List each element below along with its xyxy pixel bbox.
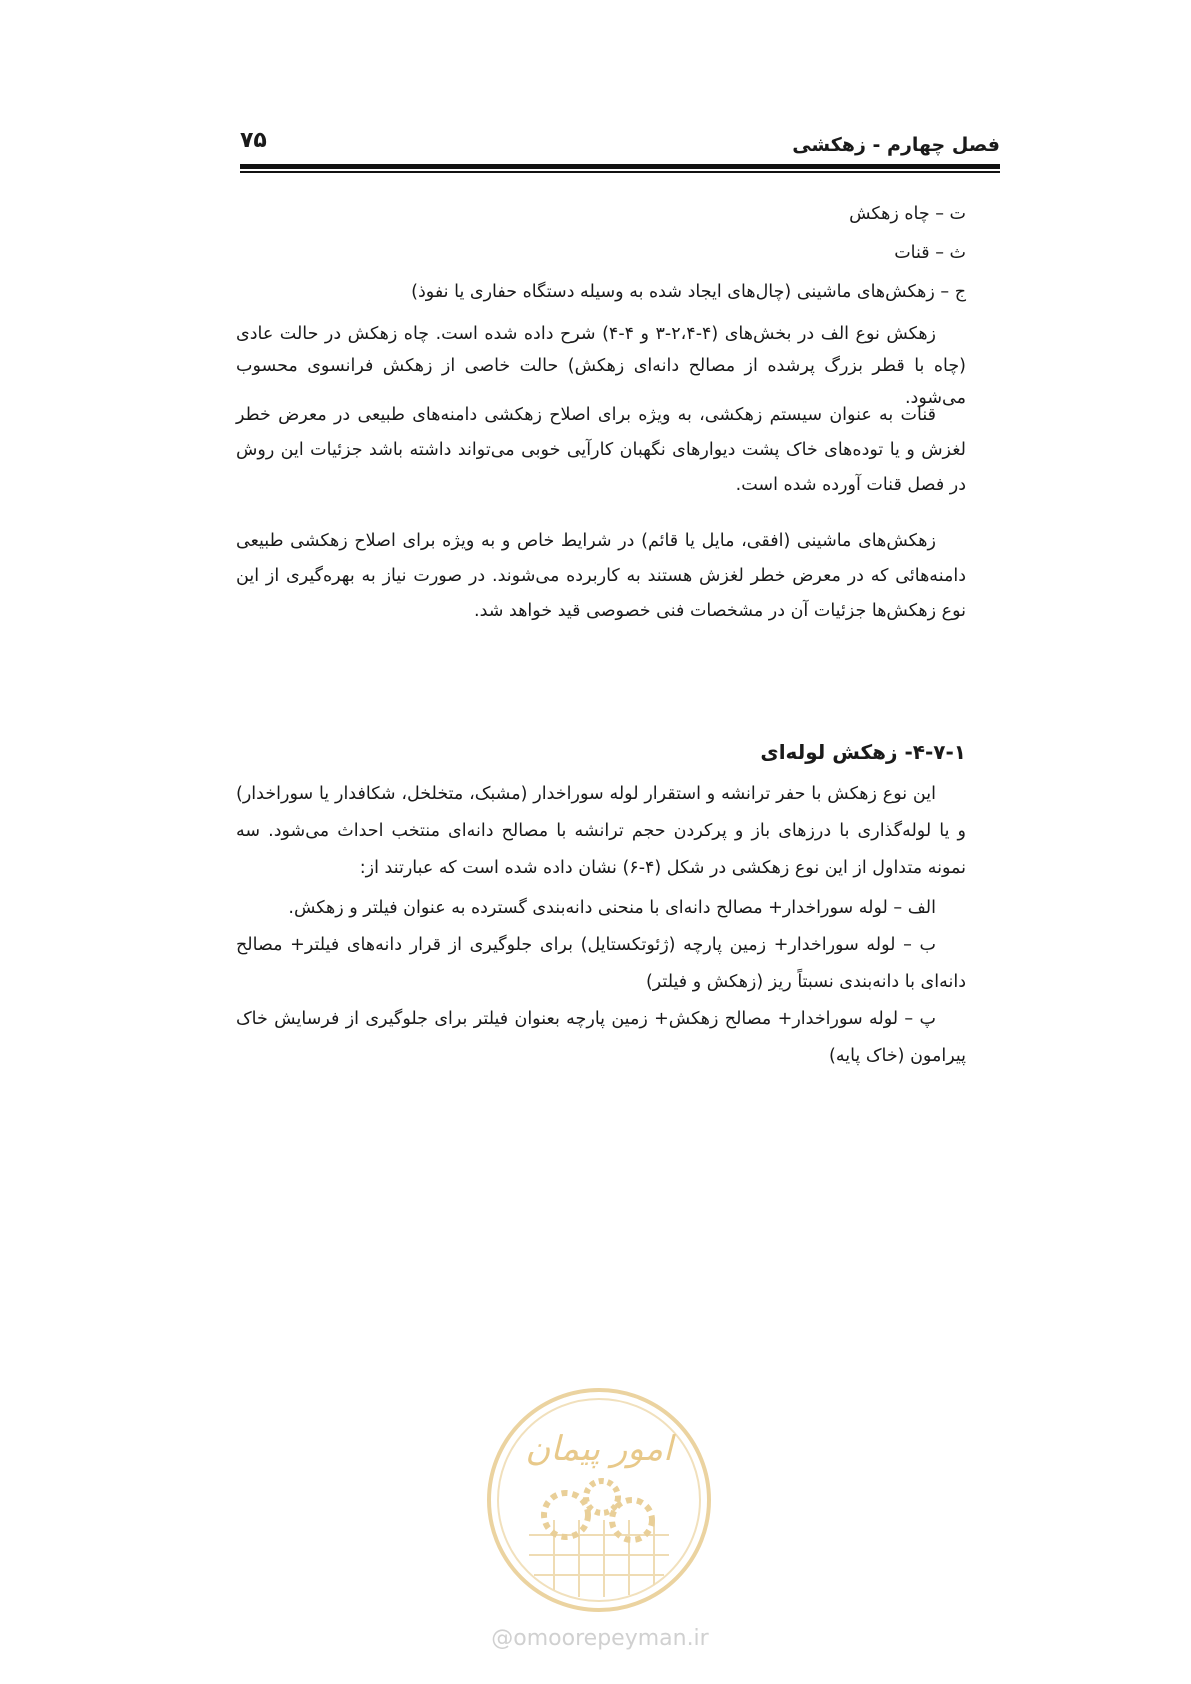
list-item-th: ث – قنات	[894, 243, 966, 263]
page-header	[240, 128, 1000, 164]
paragraph-text: قنات به عنوان سیستم زهکشی، به ویژه برای اصلاح زهکشی دامنه‌های طبیعی در معرض خطر لغزش و یا توده‌های خاک پشت دیوارهای نگهبان کارآیی خوبی می‌تواند داشته باشد جزئیات این روش در فصل قنات آورده شده است.	[236, 405, 966, 495]
watermark-logo	[484, 1385, 714, 1615]
header-rule-thick	[240, 164, 1000, 169]
list-item-be: ب – لوله سوراخدار+ زمین پارچه (ژئوتکستایل) برای جلوگیری از قرار دانه‌های فیلتر+ مصالح دانه‌ای با دانه‌بندی نسبتاً ریز (زهکش و فیلتر)	[236, 935, 966, 992]
list-item-j: ج – زهکش‌های ماشینی (چال‌های ایجاد شده به وسیله دستگاه حفاری یا نفوذ)	[411, 282, 966, 302]
chapter-title: فصل چهارم - زهکشی	[792, 134, 1000, 156]
paragraph-3	[236, 524, 966, 629]
paragraph-text: زهکش نوع الف در بخش‌های (۴-۲،۴-۳ و ۴-۴) شرح داده شده است. چاه زهکش در حالت عادی (چاه با قطر بزرگ پرشده از مصالح دانه‌ای زهکش) حالت خاصی از زهکش فرانسوی محسوب می‌شود.	[236, 324, 966, 408]
section-intro	[236, 776, 966, 887]
paragraph-text: این نوع زهکش با حفر ترانشه و استقرار لوله سوراخدار (مشبک، متخلخل، شکافدار یا سوراخدار) و یا لوله‌گذاری با درزهای باز و پرکردن حجم ترانشه با مصالح دانه‌ای منتخب احداث می‌شود. سه نمونه متداول از این نوع زهکشی در شکل (۴-۶) نشان داده شده است که عبارتند از:	[236, 784, 966, 878]
section-list	[236, 890, 966, 1075]
list-item-t: ت – چاه زهکش	[849, 204, 966, 224]
section-heading: ۴-۷-۱- زهکش لوله‌ای	[760, 740, 966, 764]
watermark-url: @omoorepeyman.ir	[491, 1626, 709, 1651]
page-number: ۷۵	[240, 128, 267, 153]
paragraph-text: زهکش‌های ماشینی (افقی، مایل یا قائم) در شرایط خاص و به ویژه برای اصلاح زهکشی طبیعی دامنه‌هائی که در معرض خطر لغزش هستند به کاربرده می‌شوند. در صورت نیاز به بهره‌گیری از این نوع زهکش‌ها جزئیات آن در مشخصات فنی خصوصی قید خواهد شد.	[236, 531, 966, 621]
header-rule-thin	[240, 171, 1000, 173]
paragraph-2	[236, 398, 966, 503]
list-item-pe: پ – لوله سوراخدار+ مصالح زهکش+ زمین پارچه بعنوان فیلتر برای جلوگیری از فرسایش خاک پیرامون (خاک پایه)	[236, 1009, 966, 1066]
watermark-logo-text: امور پیمان	[525, 1429, 673, 1469]
list-item-alef: الف – لوله سوراخدار+ مصالح دانه‌ای با منحنی دانه‌بندی گسترده به عنوان فیلتر و زهکش.	[288, 898, 936, 918]
